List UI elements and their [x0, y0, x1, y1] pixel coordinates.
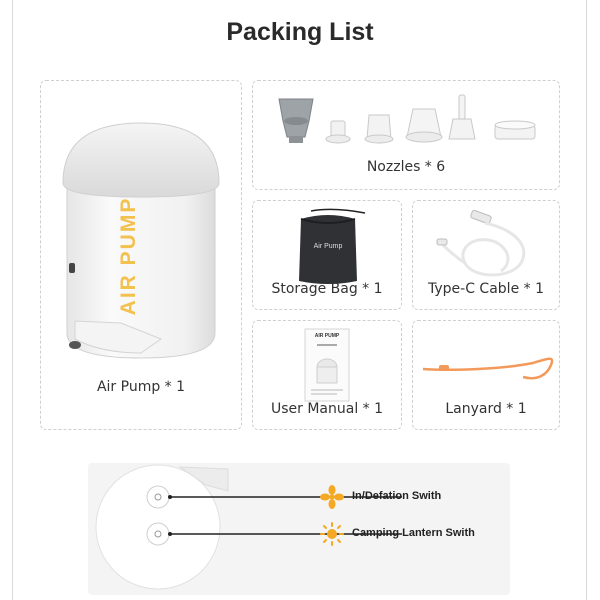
fan-icon — [320, 485, 344, 509]
lanyard-image — [413, 325, 561, 405]
type-c-cable-cell — [412, 200, 560, 310]
user-manual-caption: User Manual * 1 — [270, 401, 384, 417]
nozzle-medium — [365, 115, 393, 143]
lanyard-caption: Lanyard * 1 — [445, 401, 527, 417]
nozzle-large-grey — [279, 99, 313, 143]
user-manual-label: AIR PUMP — [314, 333, 340, 339]
nozzle-ring — [495, 121, 535, 139]
storage-bag-cell — [252, 200, 402, 310]
air-pump-cell — [40, 80, 242, 430]
nozzle-small-1 — [326, 121, 350, 143]
inflate-switch-label: In/Defation Swith — [352, 490, 442, 502]
lantern-switch-button[interactable] — [147, 523, 169, 545]
inflate-switch-button[interactable] — [147, 486, 169, 508]
left-edge-line — [12, 0, 13, 600]
nozzle-large-white — [406, 109, 442, 142]
user-manual-cell — [252, 320, 402, 430]
type-c-cable-caption: Type-C Cable * 1 — [428, 281, 544, 297]
nozzles-image — [253, 91, 561, 161]
storage-bag-caption: Storage Bag * 1 — [271, 281, 383, 297]
nozzles-caption: Nozzles * 6 — [366, 159, 446, 175]
lanyard-cell — [412, 320, 560, 430]
storage-bag-label: Air Pump — [313, 243, 343, 250]
air-pump-label: AIR PUMP — [117, 196, 140, 316]
sun-icon — [320, 522, 344, 546]
air-pump-caption: Air Pump * 1 — [96, 379, 186, 395]
right-edge-line — [586, 0, 587, 600]
page-title: Packing List — [226, 18, 374, 46]
type-c-cable-image — [413, 205, 561, 285]
switch-legend-panel — [88, 463, 510, 595]
nozzle-needle — [449, 95, 475, 139]
lantern-switch-label: Camping Lantern Swith — [352, 527, 475, 539]
nozzles-cell — [252, 80, 560, 190]
